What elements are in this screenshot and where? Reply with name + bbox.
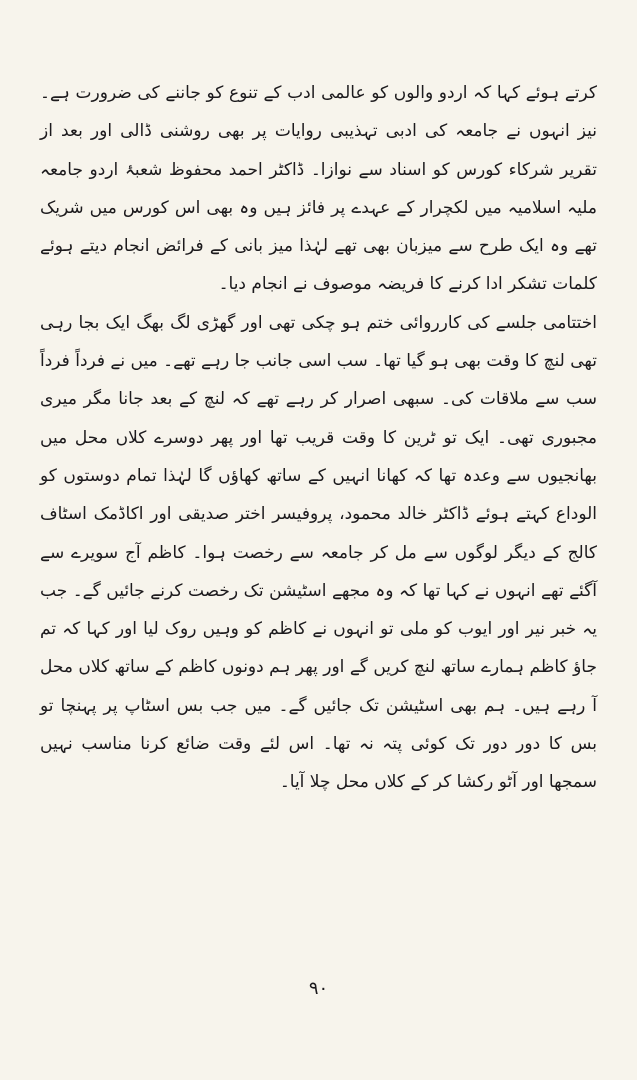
body-text (40, 74, 597, 802)
paragraph-2: اختتامی جلسے کی کارروائی ختم ہو چکی تھی اور گھڑی لگ بھگ ایک بجا رہی تھی لنچ کا وقت بھی ہو گیا تھا۔ سب اسی جانب جا رہے تھے۔ میں نے فرداً فرداً سب سے ملاقات کی۔ سبھی اصرار کر رہے تھے کہ لنچ کے بعد جانا مگر میری مجبوری تھی۔ ایک تو ٹرین کا وقت قریب تھا اور پھر دوسرے کلاں محل میں بھانجیوں سے وعدہ تھا کہ کھانا انہیں کے ساتھ کھاؤں گا لہٰذا تمام دوستوں کو الوداع کہتے ہوئے ڈاکٹر خالد محمود، پروفیسر اختر صدیقی اور اکاڈمک اسٹاف کالج کے دیگر لوگوں سے مل کر جامعہ سے رخصت ہوا۔ کاظم آج سویرے سے آگئے تھے انہوں نے کہا تھا کہ وہ مجھے اسٹیشن تک رخصت کرنے جائیں گے۔ جب یہ خبر نیر اور ایوب کو ملی تو انہوں نے کاظم کو وہیں روک لیا اور کہا کہ تم جاؤ کاظم ہمارے ساتھ لنچ کریں گے اور پھر ہم دونوں کاظم کے ساتھ کلاں محل آ رہے ہیں۔ ہم بھی اسٹیشن تک جائیں گے۔ میں جب بس اسٹاپ پر پہنچا تو بس کا دور دور تک کوئی پتہ نہ تھا۔ اس لئے وقت ضائع کرنا مناسب نہیں سمجھا اور آٹو رکشا کر کے کلاں محل چلا آیا۔ (40, 312, 597, 793)
paragraph-1: کرتے ہوئے کہا کہ اردو والوں کو عالمی ادب کے تنوع کو جاننے کی ضرورت ہے۔ نیز انہوں نے جامعہ کی ادبی تہذیبی روایات پر بھی روشنی ڈالی اور بعد از تقریر شرکاء کورس کو اسناد سے نوازا۔ ڈاکٹر احمد محفوظ شعبۂ اردو جامعہ ملیہ اسلامیہ میں لکچرار کے عہدے پر فائز ہیں وہ بھی اس کورس میں شریک تھے وہ ایک طرح سے میزبان بھی تھے لہٰذا میز بانی کے فرائض انجام دیتے ہوئے کلمات تشکر ادا کرنے کا فریضہ موصوف نے انجام دیا۔ (40, 83, 597, 295)
page-number: ۹۰ (308, 978, 329, 999)
